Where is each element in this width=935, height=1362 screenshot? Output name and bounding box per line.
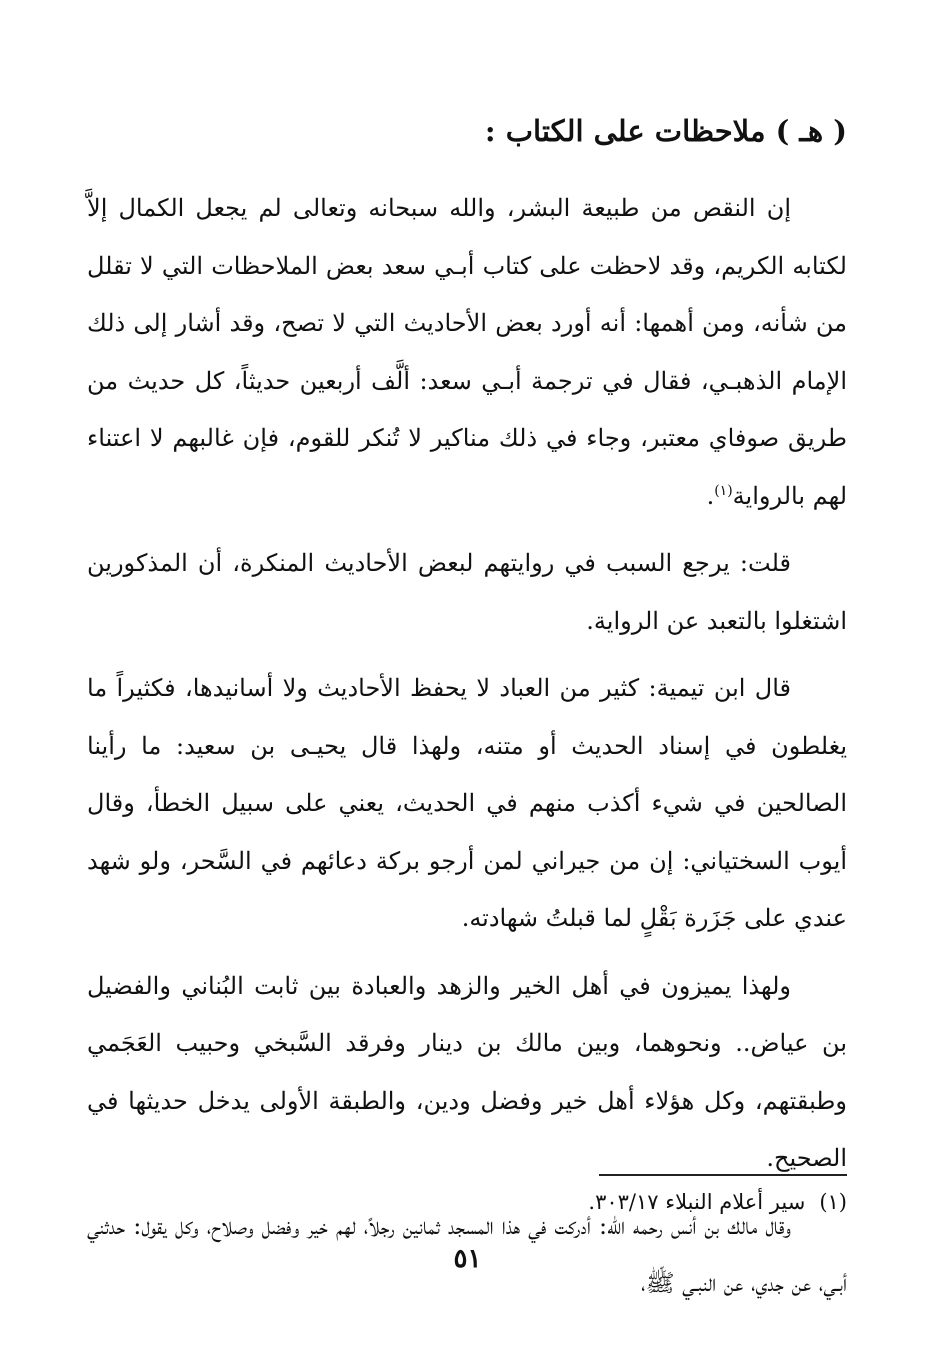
footnote-separator <box>599 1174 847 1176</box>
paragraph-2: قلت: يرجع السبب في روايتهم لبعض الأحاديث المنكرة، أن المذكورين اشتغلوا بالتعبد عن الرواية. <box>87 549 847 635</box>
paragraph-5: وقال مالك بن أنس رحمه الله: أدركت في هذا المسجد ثمانين رجلاً، لهم خير وفضل وصلاح، وكل يقول: حدثني أبـي، عن جدي، عن النبـي ﷺ، <box>87 1211 847 1297</box>
footnote-text: سير أعلام النبلاء ٣٠٣/١٧. <box>588 1190 806 1214</box>
footnote-reference[interactable]: (١) <box>714 482 733 499</box>
footnote <box>87 1182 847 1222</box>
footnote-marker: (١) <box>819 1190 847 1214</box>
paragraph-4: ولهذا يميزون في أهل الخير والزهد والعبادة بين ثابت البُناني والفضيل بن عياض.. ونحوهما، وبين مالك بن دينار وفرقد السَّبخي وحبيب العَجَمي وطبقتهم، وكل هؤلاء أهل خير وفضل ودين، والطبقة الأولى يدخل حديثها في الصحيح. <box>87 971 847 1172</box>
paragraph-1-text: إن النقص من طبيعة البشر، والله سبحانه وتعالى لم يجعل الكمال إلاَّ لكتابه الكريم، وقد لاحظت على كتاب أبـي سعد بعض الملاحظات التي لا تقلل من شأنه، ومن أهمها: أنه أورد بعض الأحاديث التي لا تصح، وقد أشار إلى ذلك الإمام الذهبـي، فقال في ترجمة أبـي سعد: ألَّف أربعين حديثاً، كل حديث من طريق صوفاي معتبر، وجاء في ذلك مناكير لا تُنكر للقوم، فإن غالبهم لا اعتناء لهم بالرواية <box>87 194 847 510</box>
section-heading: ( هـ ) ملاحظات على الكتاب : <box>484 114 847 148</box>
paragraph-1-end: . <box>706 481 715 510</box>
page-number: ٥١ <box>453 1244 482 1274</box>
body-text <box>87 180 847 1323</box>
paragraph-1 <box>87 180 847 525</box>
paragraph-3: قال ابن تيمية: كثير من العباد لا يحفظ الأحاديث ولا أسانيدها، فكثيراً ما يغلطون في إسناد الحديث أو متنه، ولهذا قال يحيـى بن سعيد: ما رأينا الصالحين في شيء أكذب منهم في الحديث، يعني على سبيل الخطأ، وقال أيوب السختياني: إن من جيراني لمن أرجو بركة دعائهم في السَّحر، ولو شهد عندي على جَزَرة بَقْلٍ لما قبلتُ شهادته. <box>87 674 847 932</box>
